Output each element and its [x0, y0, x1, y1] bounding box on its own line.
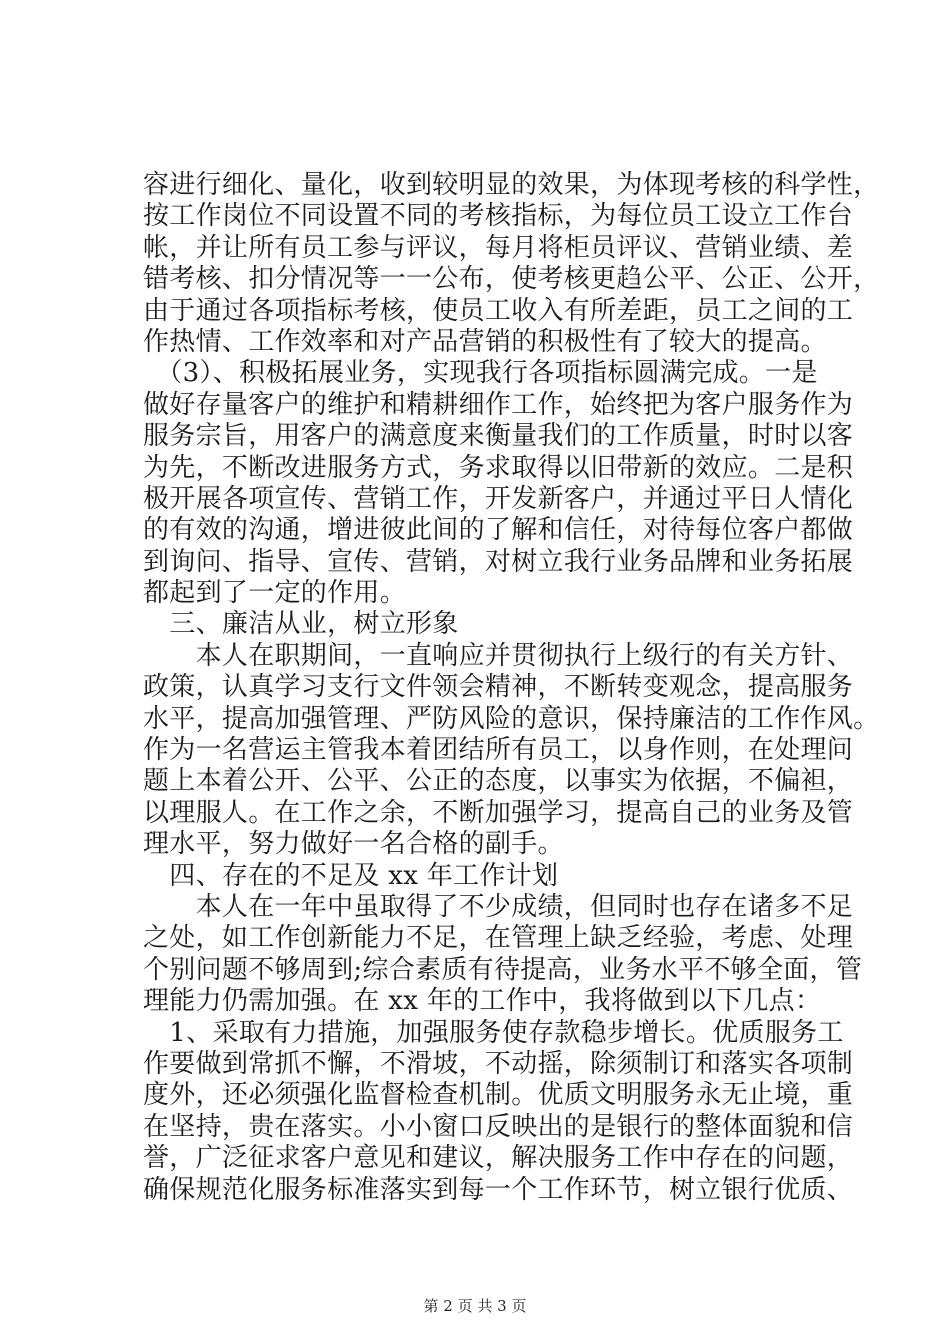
text-line: 誉，广泛征求客户意见和建议，解决服务工作中存在的问题，: [143, 1143, 854, 1174]
text-line: 水平，提高加强管理、严防风险的意识，保持廉洁的工作作风。: [143, 703, 880, 734]
text-line: 做好存量客户的维护和精耕细作工作，始终把为客户服务作为: [143, 389, 854, 420]
text-line: 之处，如工作创新能力不足，在管理上缺乏经验，考虑、处理: [143, 923, 854, 954]
page-footer: [0, 1295, 950, 1316]
text-line: 作热情、工作效率和对产品营销的积极性有了较大的提高。: [143, 326, 827, 357]
text-line: 帐，并让所有员工参与评议，每月将柜员评议、营销业绩、差: [143, 232, 854, 263]
page-number-label: 第 2 页 共 3 页: [423, 1297, 527, 1315]
text-line: 1、采取有力措施，加强服务使存款稳步增长。优质服务工: [143, 1017, 844, 1048]
text-line: 在坚持，贵在落实。小小窗口反映出的是银行的整体面貌和信: [143, 1111, 854, 1142]
text-line: 作要做到常抓不懈，不滑坡，不动摇，除须制订和落实各项制: [143, 1048, 854, 1079]
text-line: 政策，认真学习支行文件领会精神，不断转变观念，提高服务: [143, 672, 854, 703]
text-line: 理水平，努力做好一名合格的副手。: [143, 829, 564, 860]
text-line: 极开展各项宣传、营销工作，开发新客户，并通过平日人情化: [143, 483, 854, 514]
text-line: 错考核、扣分情况等一一公布，使考核更趋公平、公正、公开，: [143, 264, 880, 295]
text-line: 理能力仍需加强。在 xx 年的工作中，我将做到以下几点：: [143, 986, 822, 1017]
document-body: [143, 170, 880, 1206]
section-heading: 三、廉洁从业，树立形象: [143, 609, 459, 640]
text-line: 由于通过各项指标考核，使员工收入有所差距，员工之间的工: [143, 295, 854, 326]
text-line: 本人在职期间，一直响应并贯彻执行上级行的有关方针、: [143, 640, 854, 671]
text-line: 本人在一年中虽取得了不少成绩，但同时也存在诸多不足: [143, 891, 854, 922]
text-line: 服务宗旨，用客户的满意度来衡量我们的工作质量，时时以客: [143, 421, 854, 452]
text-line: 度外，还必须强化监督检查机制。优质文明服务永无止境，重: [143, 1080, 854, 1111]
text-line: （3）、积极拓展业务，实现我行各项指标圆满完成。一是: [143, 358, 818, 389]
text-line: 题上本着公开、公平、公正的态度，以事实为依据，不偏袒，: [143, 766, 854, 797]
text-line: 以理服人。在工作之余，不断加强学习，提高自己的业务及管: [143, 797, 854, 828]
text-line: 容进行细化、量化，收到较明显的效果，为体现考核的科学性，: [143, 170, 880, 200]
text-line: 的有效的沟通，增进彼此间的了解和信任，对待每位客户都做: [143, 515, 854, 546]
text-line: 到询问、指导、宣传、营销，对树立我行业务品牌和业务拓展: [143, 546, 854, 577]
text-line: 作为一名营运主管我本着团结所有员工，以身作则，在处理问: [143, 735, 854, 766]
text-line: 都起到了一定的作用。: [143, 578, 407, 609]
text-line: 确保规范化服务标准落实到每一个工作环节，树立银行优质、: [143, 1174, 854, 1205]
section-heading: 四、存在的不足及 xx 年工作计划: [143, 860, 559, 891]
text-line: 按工作岗位不同设置不同的考核指标，为每位员工设立工作台: [143, 201, 854, 232]
text-line: 为先，不断改进服务方式，务求取得以旧带新的效应。二是积: [143, 452, 854, 483]
text-line: 个别问题不够周到;综合素质有待提高，业务水平不够全面，管: [143, 954, 863, 985]
